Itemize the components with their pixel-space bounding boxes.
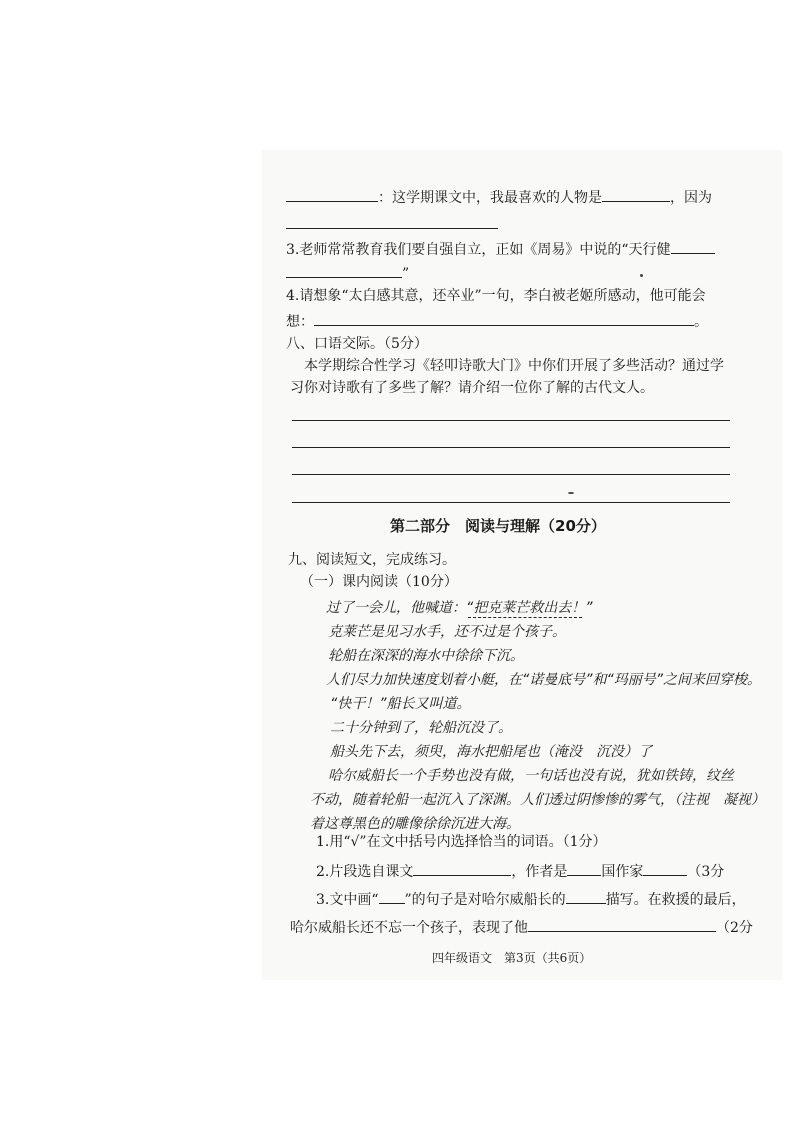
question-3: 3.文中画“ ”的句子是对哈尔威船长的 描写。在救援的最后， (316, 888, 746, 910)
q2-line: ：这学期课文中，我最喜欢的人物是 ，因为 (286, 186, 712, 208)
answer-blank[interactable] (643, 860, 687, 876)
section-8-prompt: 习你对诗歌有了多些了解？请介绍一位你了解的古代文人。 (290, 380, 654, 396)
underline-mark (468, 617, 582, 618)
q3-line-2: ” (286, 262, 409, 284)
answer-line[interactable] (292, 447, 730, 448)
answer-blank[interactable] (286, 186, 378, 202)
answer-blank[interactable] (286, 228, 498, 229)
underline-sample (379, 888, 405, 904)
passage-line: 船头先下去，须臾，海水把船尾也（淹没 沉没）了 (330, 744, 652, 760)
passage-line: 轮船在深深的海水中徐徐下沉。 (328, 648, 524, 664)
passage-line: “快干！”船长又叫道。 (330, 696, 471, 712)
passage-line: 克莱芒是见习水手，还不过是个孩子。 (328, 624, 566, 640)
passage-line: 二十分钟到了，轮船沉没了。 (330, 720, 512, 736)
scan-speck (640, 274, 643, 277)
passage-line: 哈尔威船长一个手势也没有做，一句话也没有说，犹如铁铸，纹丝 (328, 768, 734, 784)
q4-line: 4.请想象“太白感其意，还卒业”一句，李白被老姬所感动，他可能会 (286, 288, 706, 304)
q3-line: 3.老师常常教育我们要自强自立，正如《周易》中说的“天行健 (286, 238, 715, 260)
answer-blank[interactable] (314, 310, 694, 326)
passage-line: 过了一会儿，他喊道：“把克莱芒救出去！” (326, 600, 593, 616)
passage-line: 不动，随着轮船一起沉入了深渊。人们透过阴惨惨的雾气，（注视 凝视） (310, 792, 765, 808)
part-2-heading: 第二部分 阅读与理解（20分） (390, 517, 606, 535)
answer-blank[interactable] (528, 916, 716, 932)
question-1: 1.用“√”在文中括号内选择恰当的词语。（1分） (316, 834, 607, 850)
answer-blank[interactable] (286, 262, 402, 278)
answer-line[interactable] (292, 474, 730, 475)
answer-blank[interactable] (566, 888, 606, 904)
section-9-title: 九、阅读短文，完成练习。 (288, 552, 456, 568)
answer-line[interactable] (292, 420, 730, 421)
q4-line-2: 想： 。 (286, 310, 708, 332)
section-9-subtitle: （一）课内阅读（10分） (300, 574, 458, 590)
section-8-prompt: 本学期综合性学习《轻叩诗歌大门》中你们开展了多些活动？通过学 (304, 358, 724, 374)
answer-blank[interactable] (671, 238, 715, 254)
passage-line: 着这尊黑色的雕像徐徐沉进大海。 (310, 816, 520, 832)
page-footer: 四年级语文 第3页（共6页） (432, 951, 592, 965)
answer-line[interactable] (292, 502, 730, 503)
answer-blank[interactable] (567, 860, 601, 876)
question-2: 2.片段选自课文 ，作者是 国作家 （3分 (316, 860, 724, 882)
passage-line: 人们尽力加快速度划着小艇，在“诺曼底号”和“玛丽号”之间来回穿梭。 (326, 672, 762, 688)
question-3-continued: 哈尔威船长还不忘一个孩子，表现了他 （2分 (290, 916, 753, 938)
scan-speck (568, 492, 574, 494)
section-8-title: 八、口语交际。（5分） (286, 336, 428, 352)
answer-blank[interactable] (413, 860, 511, 876)
answer-blank[interactable] (602, 186, 670, 202)
